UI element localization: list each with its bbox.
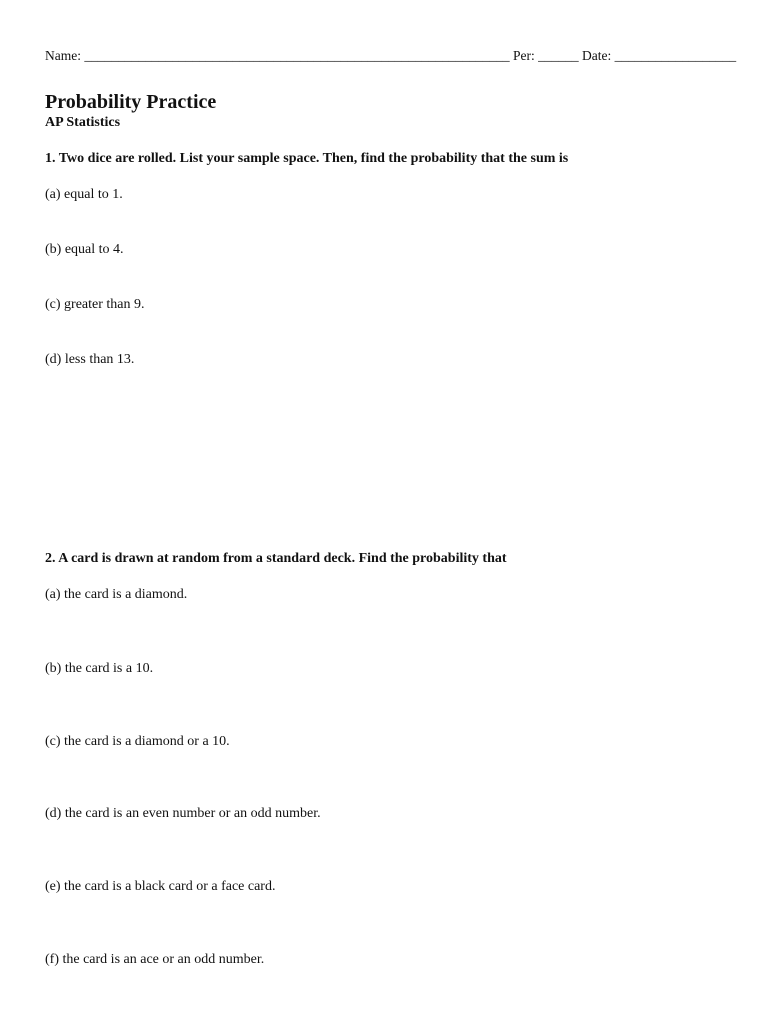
name-blank: _______________________________________________________________	[84, 48, 510, 63]
question-2-part-f: (f) the card is an ace or an odd number.	[45, 952, 265, 967]
page-title: Probability Practice	[45, 91, 217, 113]
question-1-prompt: 1. Two dice are rolled. List your sample space. Then, find the probability that the sum is	[45, 151, 569, 166]
name-label: Name:	[45, 48, 81, 63]
question-2-prompt: 2. A card is drawn at random from a standard deck. Find the probability that	[45, 551, 507, 566]
per-blank: ______	[538, 48, 579, 63]
per-label: Per:	[513, 48, 535, 63]
header-line	[45, 47, 736, 65]
question-2-part-e: (e) the card is a black card or a face card.	[45, 879, 276, 894]
page-subtitle: AP Statistics	[45, 115, 121, 130]
question-2-part-a: (a) the card is a diamond.	[45, 587, 188, 602]
question-1-part-d: (d) less than 13.	[45, 352, 135, 367]
question-1-part-a: (a) equal to 1.	[45, 187, 123, 202]
question-2-part-b: (b) the card is a 10.	[45, 661, 154, 676]
date-blank: __________________	[614, 48, 737, 63]
question-1-part-c: (c) greater than 9.	[45, 297, 145, 312]
question-1-part-b: (b) equal to 4.	[45, 242, 124, 257]
date-label: Date:	[582, 48, 612, 63]
question-2-part-c: (c) the card is a diamond or a 10.	[45, 734, 230, 749]
question-2-part-d: (d) the card is an even number or an odd number.	[45, 806, 321, 821]
